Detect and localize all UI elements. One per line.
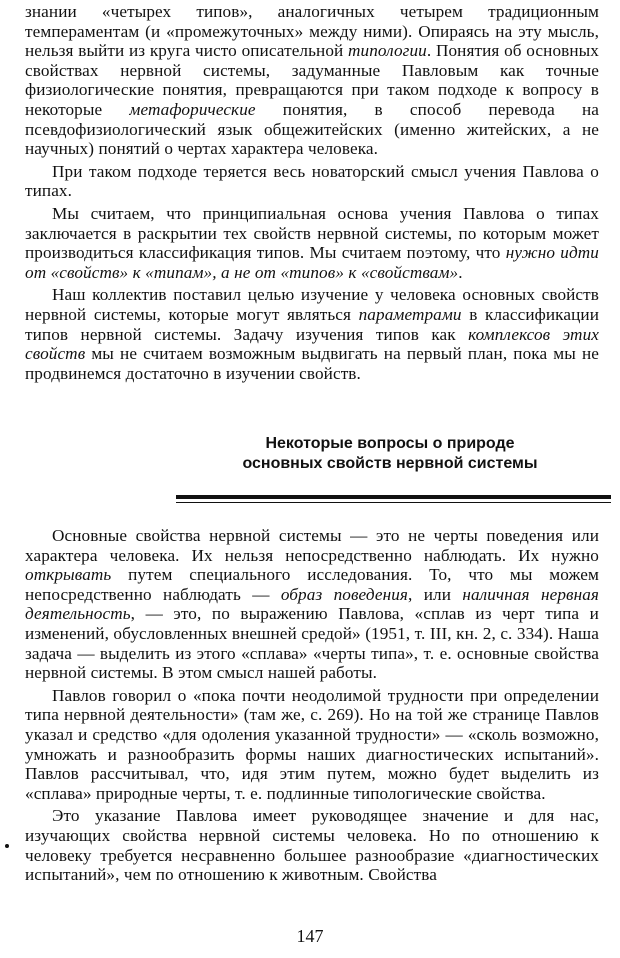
paragraph-4: [25, 285, 599, 383]
heading-rule-thick: [176, 495, 611, 499]
p1-italic-metaphoric: метафорические: [129, 99, 256, 119]
p1-text-a: знании «четырех типов», аналогичных четырем традиционным темпераментам (и «промежуточных» между ними). Опираясь на эту мысль, нельзя выйти из круга чисто описательной: [25, 2, 599, 61]
p5-text-d: , — это, по выражению Павлова, «сплав из черт типа и изменений, обусловленных внешней средой» (1951, т. III, кн. 2, с. 334). Наша задача — выделить из этого «сплава» «черты типа», т. е. основные свойства нервной системы. В этом смысл нашей работы.: [25, 604, 599, 683]
p5-italic-behavior: образ поведения: [280, 584, 408, 604]
paragraph-6: Павлов говорил о «пока почти неодолимой трудности при определении типа нервной деятельности» (там же, с. 269). Но на той же странице Павлов указал и средство «для одоления указанной трудности» — «сколь возможно, умножать и разнообразить формы наших диагностических испытаний». Павлов рассчитывал, что, идя этим путем, можно будет выделить из «сплава» природные черты, т. е. подлинные типологические свойства.: [25, 685, 599, 803]
p5-italic-discover: открывать: [25, 565, 112, 585]
paragraph-2: При таком подходе теряется весь новаторский смысл учения Павлова о типах.: [25, 161, 599, 201]
section-heading-line-2: основных свойств нервной системы: [242, 454, 538, 472]
p3-text-b: .: [458, 262, 463, 282]
p4-text-c: мы не считаем возможным выдвигать на первый план, пока мы не продвинемся достаточно в изучении свойств.: [25, 344, 599, 383]
heading-rule-thin: [176, 502, 611, 503]
bottom-text-block: [25, 526, 599, 885]
top-text-block: [25, 2, 599, 383]
p5-text-a: Основные свойства нервной системы — это не черты поведения или характера человека. Их нельзя непосредственно наблюдать. Их нужно: [25, 526, 599, 565]
p3-text-a: Мы считаем, что принципиальная основа учения Павлова о типах заключается в раскрытии тех свойств нервной системы, по которым может производиться классификация типов. Мы считаем поэтому, что: [25, 203, 599, 263]
p4-italic-parameters: параметрами: [358, 304, 462, 324]
p1-text-c: понятия, в способ перевода на псевдофизиологический язык общежитейских (именно житейских, а не научных) понятий о чертах характера человека.: [25, 99, 599, 159]
paragraph-7: Это указание Павлова имеет руководящее значение и для нас, изучающих свойства нервной системы человека. Но по отношению к человеку требуется несравненно большее разнообразие «диагностических испытаний», чем по отношению к животным. Свойства: [25, 806, 599, 885]
p4-text-b: в классификации типов нервной системы. Задачу изучения типов как: [25, 304, 599, 344]
margin-dot: [5, 844, 9, 848]
p1-text-b: . Понятия об основных свойствах нервной системы, задуманные Павловым как точные физиологические понятия, превращаются при таком подходе к вопросу в некоторые: [25, 41, 599, 119]
page-number: 147: [296, 926, 324, 946]
paragraph-5: [25, 526, 599, 683]
p1-italic-typology: типологии: [348, 41, 427, 61]
p5-italic-activity: наличная нервная деятельность: [25, 584, 599, 624]
p3-italic-phrase: нужно идти от «свойств» к «типам», а не от «типов» к «свойствам»: [25, 243, 599, 282]
section-heading-line-1: Некоторые вопросы о природе: [265, 435, 515, 452]
p5-text-c: , или: [407, 584, 463, 604]
section-heading: [170, 434, 610, 473]
p4-text-a: Наш коллектив поставил целью изучение у человека основных свойств нервной системы, которые могут являться: [25, 285, 599, 324]
p5-text-b: путем специального исследования. То, что мы можем непосредственно наблюдать —: [25, 565, 599, 604]
p4-italic-complexes: комплексов этих свойств: [25, 324, 599, 364]
paragraph-3: [25, 204, 599, 282]
paragraph-1: [25, 2, 599, 159]
